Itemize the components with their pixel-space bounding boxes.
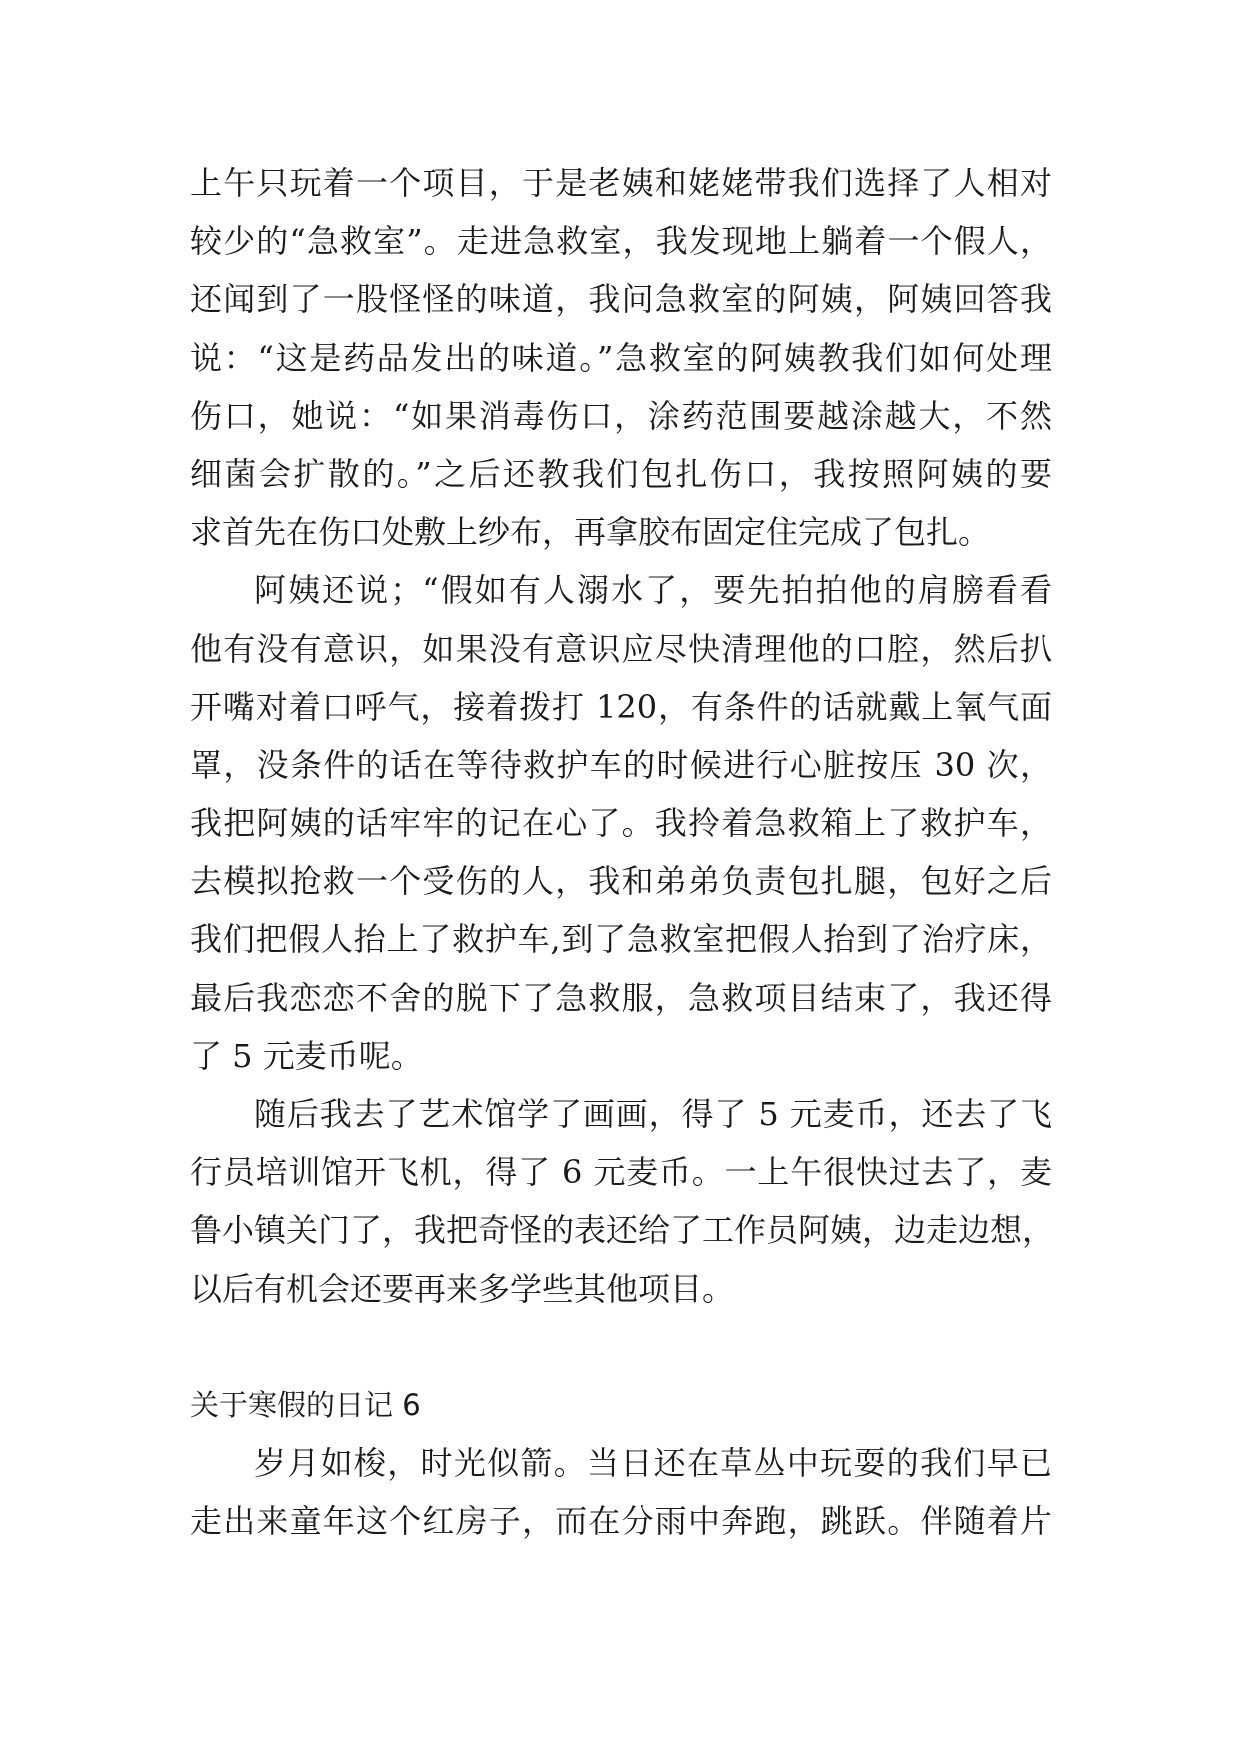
paragraph-3 (190, 1085, 1055, 1318)
document-body (190, 154, 1055, 1551)
paragraph-line: 最后我恋恋不舍的脱下了急救服，急救项目结束了，我还得 (190, 978, 1052, 1017)
paragraph-line: 罩，没条件的话在等待救护车的时候进行心脏按压 30 次， (190, 745, 1052, 784)
paragraph-line: 行员培训馆开飞机，得了 6 元麦币。一上午很快过去了，麦 (190, 1153, 1052, 1192)
paragraph-line: 岁月如梭，时光似箭。当日还在草丛中玩耍的我们早已 (254, 1444, 1052, 1483)
paragraph-line: 随后我去了艺术馆学了画画，得了 5 元麦币，还去了飞 (254, 1095, 1052, 1133)
paragraph-1 (190, 154, 1052, 561)
paragraph-line: 上午只玩着一个项目，于是老姨和姥姥带我们选择了人相对 (190, 164, 1052, 202)
section-heading: 关于寒假的日记 6 (190, 1387, 421, 1422)
paragraph-line: 去模拟抢救一个受伤的人，我和弟弟负责包扎腿，包好之后 (190, 862, 1052, 901)
paragraph-line: 较少的“急救室”。走进急救室，我发现地上躺着一个假人， (190, 222, 1052, 261)
paragraph-line: 了 5 元麦币呢。 (190, 1036, 423, 1075)
paragraph-line: 细菌会扩散的。”之后还教我们包扎伤口，我按照阿姨的要 (190, 454, 1052, 493)
paragraph-line: 伤口，她说：“如果消毒伤口，涂药范围要越涂越大，不然 (190, 396, 1052, 435)
paragraph-line: 开嘴对着口呼气，接着拨打 120，有条件的话就戴上氧气面 (190, 687, 1052, 726)
paragraph-line: 说：“这是药品发出的味道。”急救室的阿姨教我们如何处理 (190, 338, 1052, 377)
paragraph-line: 鲁小镇关门了，我把奇怪的表还给了工作员阿姨，边走边想， (190, 1211, 1055, 1250)
paragraph-line: 他有没有意识，如果没有意识应尽快清理他的口腔，然后扒 (190, 629, 1052, 668)
paragraph-2 (190, 561, 1052, 1085)
paragraph-line: 我把阿姨的话牢牢的记在心了。我拎着急救箱上了救护车， (190, 804, 1052, 843)
paragraph-4 (190, 1434, 1052, 1550)
paragraph-line: 以后有机会还要再来多学些其他项目。 (190, 1269, 735, 1308)
paragraph-line: 求首先在伤口处敷上纱布，再拿胶布固定住完成了包扎。 (190, 513, 991, 552)
paragraph-line: 还闻到了一股怪怪的味道，我问急救室的阿姨，阿姨回答我 (190, 280, 1052, 319)
paragraph-line: 走出来童年这个红房子，而在分雨中奔跑，跳跃。伴随着片 (190, 1502, 1052, 1541)
blank-line (190, 1318, 1052, 1376)
paragraph-line: 我们把假人抬上了救护车,到了急救室把假人抬到了治疗床， (190, 920, 1052, 959)
paragraph-line: 阿姨还说；“假如有人溺水了，要先拍拍他的肩膀看看 (254, 571, 1052, 610)
